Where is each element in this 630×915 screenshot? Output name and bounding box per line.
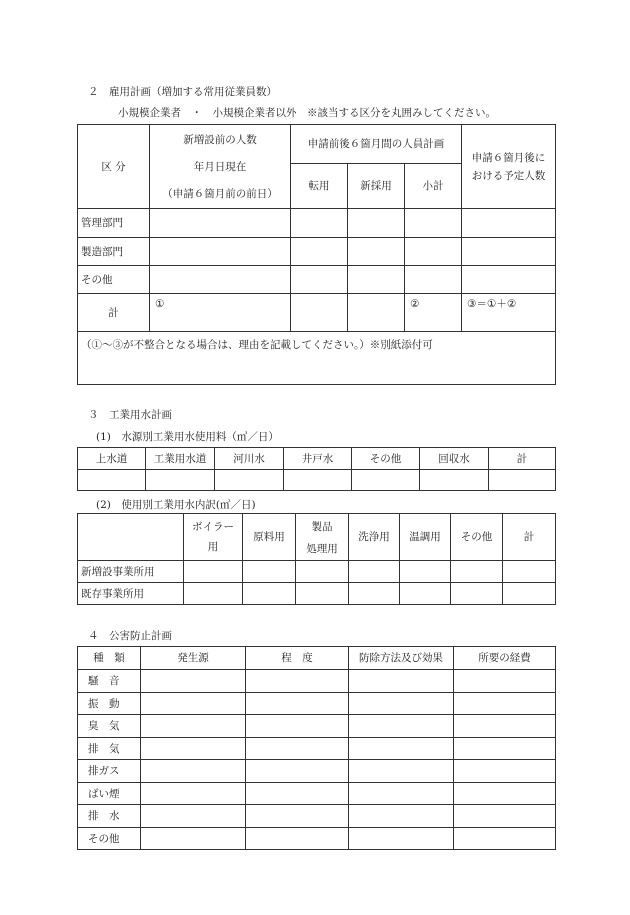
blank-cell [348, 266, 405, 294]
blank-cell [246, 693, 349, 715]
blank-cell [400, 561, 451, 583]
row-label: 排 水 [78, 805, 141, 828]
section3-title: ３ 工業用水計画 [88, 409, 172, 421]
section2-title: ２ 雇用計画（増加する常用従業員数） [88, 86, 277, 98]
header-category: 区 分 [78, 125, 150, 209]
blank-cell [141, 738, 246, 760]
header-boiler-line2: 用 [207, 541, 219, 553]
blank-cell [246, 715, 349, 738]
before-marker: ① [150, 294, 291, 332]
table-row [78, 238, 556, 266]
water-usage-title: (2) 使用別工業用水内訳(㎥／日) [96, 499, 256, 511]
header-type: 種 類 [78, 647, 141, 670]
blank-cell [348, 294, 405, 332]
blank-cell [291, 294, 348, 332]
blank-cell [400, 583, 451, 605]
blank-cell [503, 583, 556, 605]
header-recycled-water: 回収水 [420, 448, 489, 470]
pollution-prevention-table [77, 646, 556, 850]
water-source-table [77, 447, 556, 491]
total-row [78, 294, 556, 332]
employment-plan-table [77, 124, 556, 385]
total-label: 計 [78, 294, 150, 332]
blank-cell [150, 266, 291, 294]
row-label: 管理部門 [78, 209, 150, 238]
blank-cell [420, 470, 489, 491]
after-formula: ③＝①＋② [462, 294, 556, 332]
header-product-processing [296, 514, 349, 561]
blank-cell [405, 209, 462, 238]
blank-cell [405, 266, 462, 294]
header-industrial-water: 工業用水道 [146, 448, 215, 470]
header-total: 計 [489, 448, 556, 470]
blank-cell [454, 783, 556, 805]
blank-cell [405, 238, 462, 266]
blank-cell [146, 470, 215, 491]
blank-cell [462, 266, 556, 294]
table-row [78, 783, 556, 805]
blank-cell [349, 561, 400, 583]
blank-cell [78, 514, 184, 561]
water-usage-table [77, 513, 556, 605]
table-row [78, 738, 556, 760]
enterprise-category-line: 小規模企業者 ・ 小規模企業者以外 ※該当する区分を丸囲みしてください。 [118, 107, 496, 119]
row-label: 振 動 [78, 693, 141, 715]
header-before-count [150, 125, 291, 209]
blank-cell [296, 583, 349, 605]
blank-cell [349, 693, 454, 715]
header-before-line1: 新増設前の人数 [183, 134, 257, 146]
blank-cell [246, 805, 349, 828]
header-washing: 洗浄用 [349, 514, 400, 561]
blank-cell [454, 828, 556, 850]
header-degree: 程 度 [246, 647, 349, 670]
blank-cell [78, 470, 146, 491]
row-label: 新増設事業所用 [78, 561, 184, 583]
header-prevention-method: 防除方法及び効果 [349, 647, 454, 670]
header-row [78, 647, 556, 670]
blank-cell [349, 783, 454, 805]
blank-cell [141, 828, 246, 850]
blank-cell [243, 583, 296, 605]
blank-cell [184, 561, 243, 583]
header-product-line2: 処理用 [306, 543, 338, 555]
subtotal-marker: ② [405, 294, 462, 332]
table-row [78, 715, 556, 738]
header-subtotal: 小計 [405, 164, 462, 209]
header-after-line2: おける予定人数 [471, 169, 546, 182]
blank-cell [150, 238, 291, 266]
header-other: その他 [451, 514, 503, 561]
blank-cell [349, 670, 454, 693]
blank-cell [462, 209, 556, 238]
table-row [78, 760, 556, 783]
note-row [78, 332, 556, 385]
table-row [78, 828, 556, 850]
inconsistency-note: （①～③が不整合となる場合は、理由を記載してください。）※別紙添付可 [78, 332, 556, 385]
row-label: その他 [78, 828, 141, 850]
blank-cell [246, 760, 349, 783]
water-source-title: (1) 水源別工業用水使用料（㎥／日） [96, 431, 279, 443]
header-row-top [78, 125, 556, 164]
header-total: 計 [503, 514, 556, 561]
blank-cell [141, 783, 246, 805]
blank-cell [284, 470, 352, 491]
header-temperature-control: 温調用 [400, 514, 451, 561]
blank-cell [291, 238, 348, 266]
blank-cell [184, 583, 243, 605]
blank-cell [141, 805, 246, 828]
blank-cell [141, 670, 246, 693]
blank-cell [352, 470, 420, 491]
table-row [78, 670, 556, 693]
blank-cell [291, 266, 348, 294]
blank-cell [349, 583, 400, 605]
header-other: その他 [352, 448, 420, 470]
blank-cell [349, 805, 454, 828]
blank-cell [291, 209, 348, 238]
blank-cell [349, 715, 454, 738]
header-plan: 申請前後６箇月間の人員計画 [291, 125, 462, 164]
blank-cell [246, 670, 349, 693]
table-row [78, 266, 556, 294]
blank-cell [246, 783, 349, 805]
header-boiler-line1: ボイラー [192, 521, 234, 533]
blank-cell [454, 738, 556, 760]
blank-cell [150, 209, 291, 238]
row-label: 製造部門 [78, 238, 150, 266]
blank-cell [141, 715, 246, 738]
blank-cell [243, 561, 296, 583]
table-row [78, 209, 556, 238]
blank-cell [451, 583, 503, 605]
blank-cell [141, 760, 246, 783]
header-row [78, 448, 556, 470]
header-required-cost: 所要の経費 [454, 647, 556, 670]
header-source: 発生源 [141, 647, 246, 670]
row-label: その他 [78, 266, 150, 294]
header-transfer: 転用 [291, 164, 348, 209]
blank-cell [454, 715, 556, 738]
blank-cell [349, 828, 454, 850]
blank-cell [451, 561, 503, 583]
header-boiler [184, 514, 243, 561]
row-label: 臭 気 [78, 715, 141, 738]
header-river-water: 河川水 [215, 448, 284, 470]
table-row [78, 470, 556, 491]
blank-cell [462, 238, 556, 266]
table-row [78, 693, 556, 715]
header-raw-material: 原料用 [243, 514, 296, 561]
table-row [78, 583, 556, 605]
row-label: 騒 音 [78, 670, 141, 693]
row-label: 既存事業所用 [78, 583, 184, 605]
blank-cell [296, 561, 349, 583]
blank-cell [246, 738, 349, 760]
row-label: 排ガス [78, 760, 141, 783]
blank-cell [141, 693, 246, 715]
header-before-line3: （申請６箇月前の前日） [162, 188, 278, 200]
header-row [78, 514, 556, 561]
blank-cell [246, 828, 349, 850]
header-well-water: 井戸水 [284, 448, 352, 470]
blank-cell [454, 760, 556, 783]
header-product-line1: 製品 [311, 521, 333, 533]
header-new-hire: 新採用 [348, 164, 405, 209]
header-after [462, 125, 556, 209]
blank-cell [349, 760, 454, 783]
blank-cell [503, 561, 556, 583]
blank-cell [348, 209, 405, 238]
blank-cell [454, 805, 556, 828]
table-row [78, 561, 556, 583]
blank-cell [348, 238, 405, 266]
blank-cell [454, 693, 556, 715]
header-tap-water: 上水道 [78, 448, 146, 470]
blank-cell [489, 470, 556, 491]
header-before-line2: 年月日現在 [193, 161, 247, 173]
blank-cell [454, 670, 556, 693]
table-row [78, 805, 556, 828]
blank-cell [215, 470, 284, 491]
blank-cell [349, 738, 454, 760]
header-after-line1: 申請６箇月後に [471, 151, 546, 164]
row-label: 排 気 [78, 738, 141, 760]
section4-title: ４ 公害防止計画 [88, 630, 172, 642]
row-label: ばい煙 [78, 783, 141, 805]
